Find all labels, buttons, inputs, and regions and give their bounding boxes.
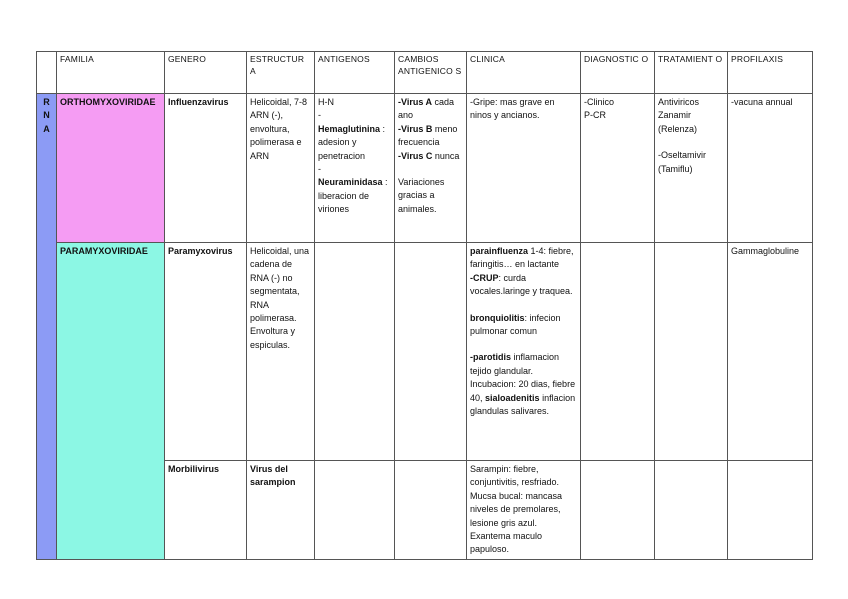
header-tratamiento: TRATAMIENT O (655, 52, 728, 94)
diagnostico-ortho (581, 94, 655, 243)
diagnostico-para (581, 243, 655, 461)
header-diagnostico: DIAGNOSTIC O (581, 52, 655, 94)
header-profilaxis: PROFILAXIS (728, 52, 813, 94)
antigenos-para (315, 243, 395, 461)
antigenos-ortho (315, 94, 395, 243)
cambios-morbili (395, 461, 467, 560)
header-antigenos: ANTIGENOS (315, 52, 395, 94)
crup-desc: : curda vocales.laringe y traquea. (470, 272, 573, 297)
familia-ortho: ORTHOMYXOVIRIDAE (57, 94, 165, 243)
diagnostico-morbili (581, 461, 655, 560)
virus-b-label: -Virus B (398, 123, 433, 134)
variaciones-text: Variaciones gracias a animales. (398, 177, 445, 214)
header-row (37, 52, 813, 94)
virus-b-desc: meno frecuencia (398, 123, 458, 148)
header-estructura: ESTRUCTUR A (247, 52, 315, 94)
profilaxis-para: Gammaglobuline (728, 243, 813, 461)
virus-a-label: -Virus A (398, 97, 433, 107)
antigen-hemaglutinina-desc: : adesion y penetracion (318, 123, 386, 161)
parotidis-desc: inflamacion tejido glandular. Incubacion: 20 dias, fiebre 40, (470, 352, 576, 403)
diagnostico-item: P-CR (584, 110, 606, 121)
sialoadenitis-desc: inflacion glandulas salivares. (470, 392, 576, 417)
estructura-morbili: Virus del sarampion (247, 461, 315, 560)
clinica-morbili: Sarampin: fiebre, conjuntivitis, resfriado. Mucsa bucal: mancasa niveles de premolares, lesione gris azul. Exantema maculo papuloso. (467, 461, 581, 560)
clinica-para (467, 243, 581, 461)
rna-group-label (37, 94, 57, 560)
virus-a-desc: cada ano (398, 97, 455, 121)
rna-letter: N (43, 110, 50, 121)
cambios-ortho (395, 94, 467, 243)
rna-letter: A (43, 123, 50, 134)
profilaxis-morbili (728, 461, 813, 560)
cambios-para (395, 243, 467, 461)
tratamiento-item: -Oseltamivir (Tamiflu) (658, 150, 707, 174)
antigen-hn: H-N (318, 97, 334, 107)
diagnostico-item: -Clinico (584, 97, 615, 107)
antigen-dash: - (318, 164, 321, 175)
header-familia: FAMILIA (57, 52, 165, 94)
antigenos-morbili (315, 461, 395, 560)
genero-morbilivirus: Morbilivirus (165, 461, 247, 560)
parainfluenza-label: parainfluenza (470, 246, 529, 256)
virus-c-label: -Virus C (398, 150, 433, 161)
rna-letter: R (43, 97, 50, 107)
header-blank (37, 52, 57, 94)
bronquiolitis-desc: : infecion pulmonar comun (470, 312, 561, 337)
crup-label: -CRUP (470, 272, 499, 283)
tratamiento-item: Antiviricos Zanamir (Relenza) (658, 97, 700, 134)
row-paramyxoviridae (37, 243, 813, 461)
genero-influenzavirus: Influenzavirus (165, 94, 247, 243)
antigen-neuraminidasa: Neuraminidasa (318, 177, 383, 188)
profilaxis-ortho: -vacuna annual (728, 94, 813, 243)
tratamiento-morbili (655, 461, 728, 560)
header-clinica: CLINICA (467, 52, 581, 94)
bronquiolitis-label: bronquiolitis (470, 312, 525, 323)
virus-c-desc: nunca (434, 150, 460, 161)
parainfluenza-desc: 1-4: fiebre, faringitis… en lactante (470, 246, 574, 270)
clinica-ortho: -Gripe: mas grave en ninos y ancianos. (467, 94, 581, 243)
estructura-ortho: Helicoidal, 7-8 ARN (-), envoltura, polimerasa e ARN (247, 94, 315, 243)
antigen-dash: - (318, 110, 321, 121)
tratamiento-ortho (655, 94, 728, 243)
estructura-para: Helicoidal, una cadena de RNA (-) no segmentata, RNA polimerasa. Envoltura y espiculas. (247, 243, 315, 461)
virus-table (36, 51, 813, 560)
header-cambios: CAMBIOS ANTIGENICO S (395, 52, 467, 94)
parotidis-label: -parotidis (470, 352, 512, 363)
sialoadenitis-label: sialoadenitis (485, 392, 540, 403)
antigen-hemaglutinina: Hemaglutinina (318, 123, 381, 134)
header-genero: GENERO (165, 52, 247, 94)
tratamiento-para (655, 243, 728, 461)
familia-para: PARAMYXOVIRIDAE (57, 243, 165, 560)
genero-paramyxovirus: Paramyxovirus (165, 243, 247, 461)
antigen-neuraminidasa-desc: : liberacion de viriones (318, 177, 388, 215)
row-orthomyxoviridae (37, 94, 813, 243)
